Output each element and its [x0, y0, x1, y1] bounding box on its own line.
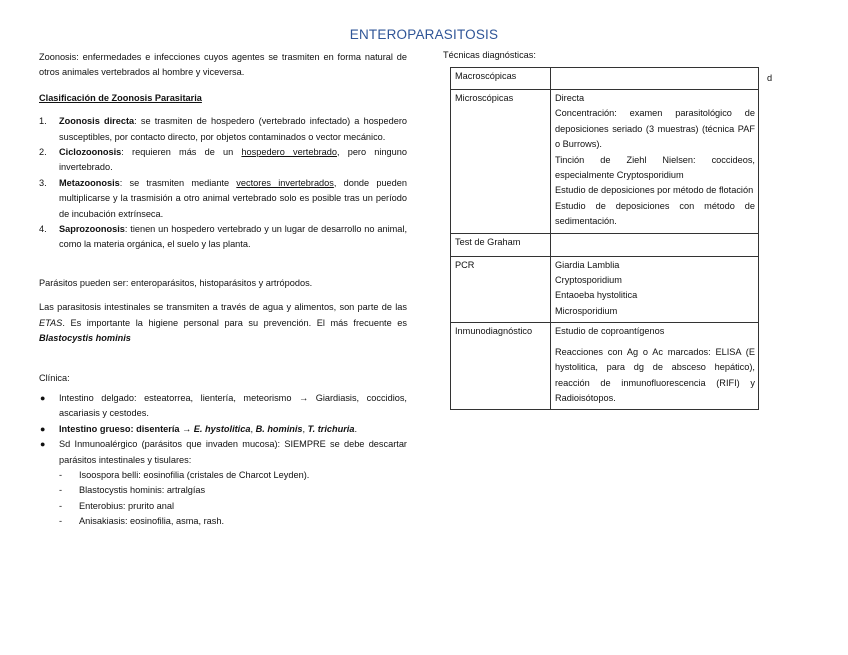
classification-list	[39, 114, 407, 253]
list-text: : tienen un hospedero vertebrado y un lugar de desarrollo no animal, como la materia orgánica, el suelo y las planta.	[59, 224, 407, 250]
list-term: Intestino grueso	[59, 423, 131, 434]
table-cell-detail	[551, 233, 759, 256]
zoonosis-definition: Zoonosis: enfermedades e infecciones cuyos agentes se trasmiten en forma natural de otros animales vertebrados al hombre y viceversa.	[39, 52, 407, 78]
species-name: T. trichuria	[307, 423, 355, 434]
blastocystis-term: Blastocystis hominis	[39, 333, 131, 344]
clinica-label: Clínica:	[39, 372, 70, 383]
table-row	[451, 323, 759, 410]
transmission-text: . Es importante la higiene personal para su prevención. El más frecuente es	[62, 317, 407, 328]
list-text: , pero ninguno invertebrado.	[59, 147, 407, 173]
table-cell-technique: Macroscópicas	[451, 68, 551, 90]
table-cell-technique: Test de Graham	[451, 233, 551, 256]
table-row	[451, 68, 759, 90]
sub-list-text: Anisakiasis: eosinofilia, asma, rash.	[79, 516, 225, 527]
list-text: : disentería →	[130, 423, 194, 434]
list-item	[39, 391, 407, 422]
sub-list	[59, 468, 407, 530]
detail-line: Estudio de coproantígenos	[555, 326, 665, 337]
list-text: Intestino delgado: esteatorrea, lientería, meteorismo → Giardiasis, coccidios, ascariasis y cestodes.	[59, 392, 407, 419]
list-text: : requieren más de un	[121, 147, 242, 158]
page-title: ENTEROPARASITOSIS	[349, 27, 499, 42]
table-cell-detail	[551, 90, 759, 234]
table-cell-technique: Microscópicas	[451, 90, 551, 234]
dash-icon: -	[59, 500, 63, 511]
list-item	[39, 114, 407, 145]
list-text: , donde pueden multiplicarse y la trasmisión a otro animal vertebrado solo es posible tras un período de incubación extrínseca.	[59, 177, 407, 219]
table-cell-technique: Inmunodiagnóstico	[451, 323, 551, 410]
detail-line: Giardia Lamblia	[555, 259, 620, 270]
species-name: B. hominis	[255, 423, 303, 434]
table-row	[451, 233, 759, 256]
techniques-label: Técnicas diagnósticas:	[443, 50, 536, 60]
transmission-text: Las parasitosis intestinales se transmiten a través de agua y alimentos, son parte de las	[39, 302, 407, 313]
dash-icon: -	[59, 469, 63, 480]
list-number: 3.	[39, 177, 47, 188]
list-term: Zoonosis directa	[59, 116, 135, 127]
dash-icon: -	[59, 485, 63, 496]
detail-line: Microsporidium	[555, 305, 618, 316]
list-item	[39, 222, 407, 253]
classification-heading: Clasificación de Zoonosis Parasitaria	[39, 92, 202, 103]
transmission-paragraph	[39, 300, 407, 346]
list-underlined: vectores invertebrados	[236, 177, 334, 188]
detail-line: Estudio de deposiciones por método de flotación	[555, 185, 754, 196]
dash-icon: -	[59, 516, 63, 527]
clinica-list	[39, 391, 407, 530]
bullet-icon: ●	[40, 423, 46, 434]
table-cell-detail	[551, 256, 759, 323]
sub-list-item	[59, 468, 407, 483]
list-item	[39, 176, 407, 222]
species-name: E. hystolitica	[193, 423, 251, 434]
list-number: 4.	[39, 224, 47, 235]
list-underlined: hospedero vertebrado	[241, 147, 337, 158]
detail-line: Cryptosporidium	[555, 275, 622, 286]
bullet-icon: ●	[40, 439, 46, 450]
table-row	[451, 256, 759, 323]
detail-line: Concentración: examen parasitológico de deposiciones seriado (3 muestras) (técnica PAF o Burrows).	[555, 108, 755, 150]
list-number: 2.	[39, 147, 47, 158]
list-text: Sd Inmunoalérgico (parásitos que invaden mucosa): SIEMPRE se debe descartar parásitos intestinales y tisulares:	[59, 439, 407, 465]
sub-list-item	[59, 514, 407, 529]
list-term: Metazoonosis	[59, 177, 120, 188]
sub-list-text: Enterobius: prurito anal	[79, 500, 174, 511]
sub-list-item	[59, 499, 407, 514]
separator: ,	[250, 423, 256, 434]
list-number: 1.	[39, 116, 47, 127]
list-text: : se trasmiten mediante	[119, 177, 237, 188]
bullet-icon: ●	[40, 392, 46, 403]
list-term: Ciclozoonosis	[59, 147, 122, 158]
etas-term: ETAS	[39, 317, 63, 328]
table-cell-detail	[551, 323, 759, 410]
list-item	[39, 437, 407, 529]
list-item	[39, 422, 407, 437]
detail-line: Reacciones con Ag o Ac marcados: ELISA (E hystolitica, para dg de absceso hepático), reacción de inmunofluorescencia (RIFI) y Radioisótopos.	[555, 346, 755, 403]
table-row	[451, 90, 759, 234]
parasite-types: Parásitos pueden ser: enteroparásitos, histoparásitos y artrópodos.	[39, 277, 313, 288]
separator: ,	[302, 423, 308, 434]
table-cell-technique: PCR	[451, 256, 551, 323]
list-text: : se trasmiten de hospedero (vertebrado infectado) a hospedero susceptibles, por contacto directo, por objetos contaminados o vector mecánico.	[59, 116, 408, 142]
left-column	[39, 50, 407, 530]
detail-line: Estudio de deposiciones con método de sedimentación.	[555, 200, 755, 227]
stray-character: d	[767, 73, 773, 83]
list-item	[39, 145, 407, 176]
list-term: Saprozoonosis	[59, 224, 125, 235]
detail-line: Directa	[555, 93, 585, 103]
table-cell-detail	[551, 68, 759, 90]
separator: .	[354, 423, 358, 434]
sub-list-text: Isoospora belli: eosinofilia (cristales de Charcot Leyden).	[79, 469, 310, 480]
sub-list-text: Blastocystis hominis: artralgías	[79, 485, 206, 496]
detail-line: Tinción de Ziehl Nielsen: coccideos, especialmente Cryptosporidium	[555, 154, 755, 181]
diagnostic-techniques-table	[450, 67, 759, 410]
detail-line: Entaoeba hystolitica	[555, 290, 638, 301]
sub-list-item	[59, 483, 407, 498]
